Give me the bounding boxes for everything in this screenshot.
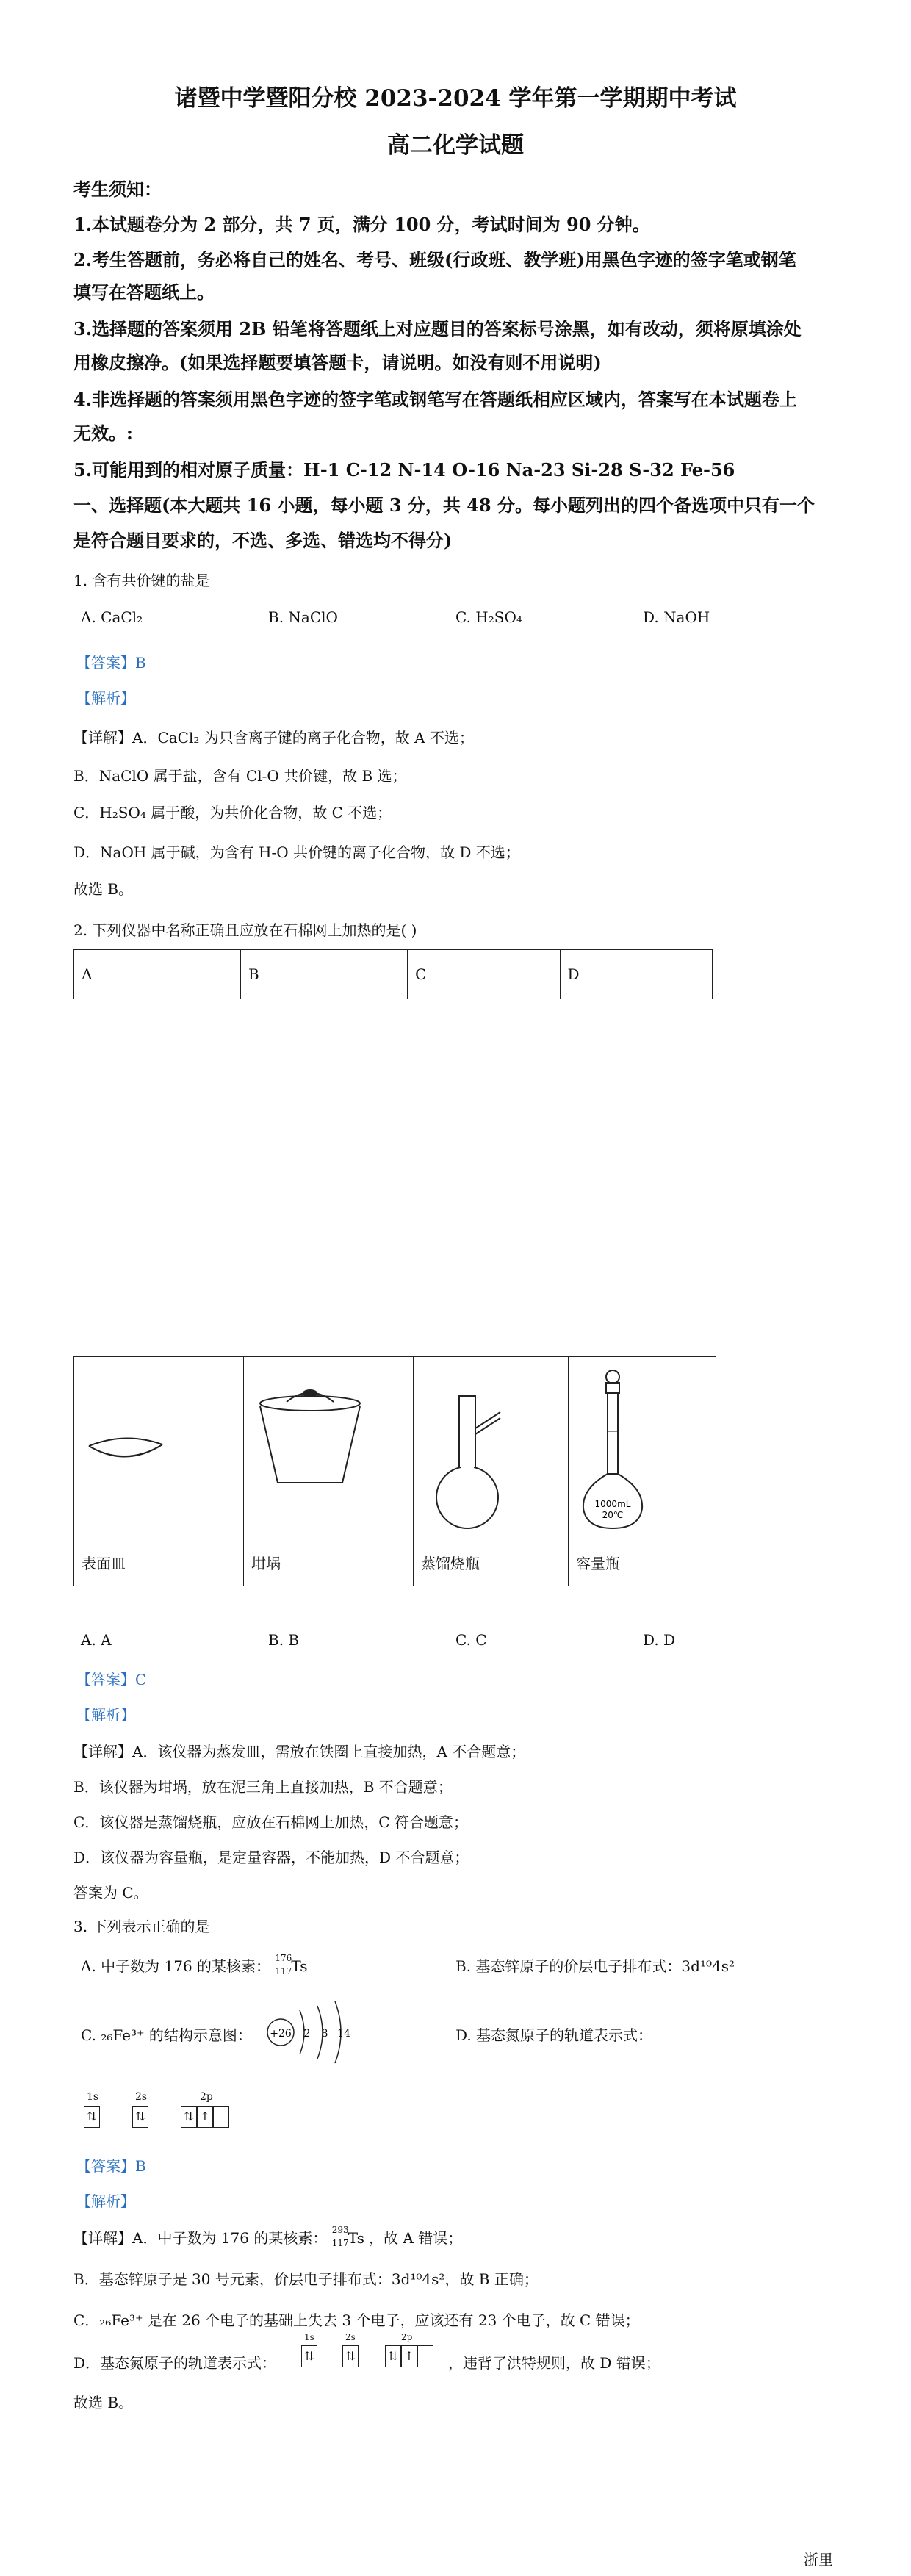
nuclide-z: 117 <box>331 2237 349 2248</box>
q3-detail-a-nuclide <box>331 2224 364 2250</box>
q1-analysis-label: 【解析】 <box>76 689 135 707</box>
orbital-diagram-1s <box>84 2106 100 2128</box>
q2-option-d: D. D <box>643 1631 676 1649</box>
orbital-box: ⇅ <box>301 2345 317 2367</box>
footer-text: 浙里 <box>804 2551 833 2569</box>
fe-ion-structure-diagram <box>264 1996 375 2069</box>
nuclide-symbol: Ts <box>348 2228 364 2247</box>
crucible-icon <box>244 1358 413 1534</box>
q2-detail: C．该仪器是蒸馏烧瓶，应放在石棉网上加热，C 符合题意； <box>73 1813 468 1831</box>
orbital-box: ↑ <box>401 2345 417 2367</box>
q3-option-a-nuclide <box>275 1952 308 1978</box>
notice-item: 2.考生答题前，务必将自己的姓名、考号、班级(行政班、教学班)用黑色字迹的签字笔或钢笔 <box>73 249 796 270</box>
q2-detail: D．该仪器为容量瓶，是定量容器，不能加热，D 不合题意； <box>73 1849 469 1866</box>
section-heading: 一、选择题(本大题共 16 小题，每小题 3 分，共 48 分。每小题列出的四个备选项中只有一个 <box>73 494 815 516</box>
notice-item: 无效。: <box>73 422 133 444</box>
q2-name-b: 坩埚 <box>244 1539 414 1586</box>
orbital-box: ⇅ <box>132 2106 148 2128</box>
notice-item: 5.可能用到的相对原子质量：H-1 C-12 N-14 O-16 Na-23 Si-28 S-32 Fe-56 <box>73 459 735 481</box>
watch-glass-icon <box>74 1358 243 1534</box>
q1-option-d: D. NaOH <box>643 608 710 626</box>
q1-stem: 1. 含有共价键的盐是 <box>73 572 210 589</box>
q2-option-a: A. A <box>81 1631 112 1649</box>
q3-option-a-text: A. 中子数为 176 的某核素： <box>81 1957 271 1975</box>
q1-detail: C．H₂SO₄ 属于酸，为共价化合物，故 C 不选； <box>73 804 392 821</box>
q3-detail-a-suffix: ，故 A 错误； <box>369 2229 463 2247</box>
shell-2-count: 8 <box>321 2028 328 2040</box>
q3-option-c <box>81 2023 252 2045</box>
q1-option-a: A. CaCl₂ <box>81 608 143 626</box>
nucleus-charge: +26 <box>270 2028 292 2040</box>
q3-option-b: B. 基态锌原子的价层电子排布式：3d¹⁰4s² <box>455 1957 735 1975</box>
q1-detail: D．NaOH 属于碱，为含有 H-O 共价键的离子化合物，故 D 不选； <box>73 843 520 861</box>
notice-item: 用橡皮擦净。(如果选择题要填答题卡，请说明。如没有则不用说明) <box>73 352 602 373</box>
q2-option-c: C. C <box>455 1631 487 1649</box>
q2-image-crucible <box>244 1357 414 1539</box>
q2-detail: 【详解】A．该仪器为蒸发皿，需放在铁圈上直接加热，A 不合题意； <box>73 1743 526 1760</box>
q3-analysis-label: 【解析】 <box>76 2192 135 2210</box>
q3-option-c-ion: ₂₆Fe³⁺ <box>101 2026 145 2044</box>
orbital-diagram-2s <box>132 2106 148 2128</box>
q2-detail: 答案为 C。 <box>73 1884 148 1902</box>
q1-detail: B．NaClO 属于盐，含有 Cl-O 共价键，故 B 选； <box>73 767 407 785</box>
q2-name-a: 表面皿 <box>74 1539 244 1586</box>
q2-name-c: 蒸馏烧瓶 <box>414 1539 569 1586</box>
q3-option-d: D. 基态氮原子的轨道表示式： <box>455 2026 653 2044</box>
notice-item: 1.本试题卷分为 2 部分，共 7 页，满分 100 分，考试时间为 90 分钟。 <box>73 214 650 235</box>
q3-option-c-text: 的结构示意图： <box>148 2026 252 2044</box>
exam-subtitle: 高二化学试题 <box>387 132 524 159</box>
q2-name-d: 容量瓶 <box>569 1539 716 1586</box>
orbital-box: ⇅ <box>342 2345 359 2367</box>
notice-item: 填写在答题纸上。 <box>73 281 215 303</box>
orbital-box: ↑ <box>197 2106 213 2128</box>
q2-answer: 【答案】C <box>76 1671 147 1688</box>
orbital-diagram-2s-small <box>342 2345 359 2367</box>
q2-image-distillation-flask <box>414 1357 569 1539</box>
q2-header-cell-a: A <box>74 950 241 999</box>
nuclide-symbol: Ts <box>291 1957 308 1975</box>
flask-volume-label: 1000mL <box>594 1499 631 1509</box>
orbital-label-1s: 1s <box>87 2091 99 2103</box>
q3-detail-d-suffix: ，违背了洪特规则，故 D 错误； <box>448 2354 660 2372</box>
shell-3-count: 14 <box>337 2028 350 2040</box>
orbital-label-2s: 2s <box>345 2332 356 2342</box>
orbital-box: ⇅ <box>385 2345 401 2367</box>
q3-detail-b: B．基态锌原子是 30 号元素，价层电子排布式：3d¹⁰4s²，故 B 正确； <box>73 2270 539 2288</box>
exam-title: 诸暨中学暨阳分校 2023-2024 学年第一学期期中考试 <box>174 85 737 112</box>
q2-instrument-table <box>73 1356 716 1586</box>
q2-header-cell-c: C <box>408 950 560 999</box>
orbital-label-1s: 1s <box>304 2332 314 2342</box>
nuclide-z: 117 <box>275 1965 292 1976</box>
q2-image-watch-glass <box>74 1357 244 1539</box>
q2-header-cell-d: D <box>560 950 712 999</box>
flask-temp-label: 20℃ <box>602 1510 624 1520</box>
q1-option-c: C. H₂SO₄ <box>455 608 522 626</box>
volumetric-flask-icon <box>569 1358 716 1534</box>
notice-item: 3.选择题的答案须用 2B 铅笔将答题纸上对应题目的答案标号涂黑，如有改动，须将原填涂处 <box>73 318 802 339</box>
orbital-label-2p: 2p <box>200 2091 213 2103</box>
q2-option-b: B. B <box>268 1631 300 1649</box>
q1-detail: 【详解】A．CaCl₂ 为只含离子键的离子化合物，故 A 不选； <box>73 729 474 746</box>
q3-option-a <box>81 1954 306 1978</box>
orbital-diagram-1s-small <box>301 2345 317 2367</box>
notice-heading: 考生须知： <box>73 179 162 200</box>
orbital-label-2s: 2s <box>135 2091 148 2103</box>
q1-answer: 【答案】B <box>76 654 146 672</box>
q2-analysis-label: 【解析】 <box>76 1706 135 1724</box>
orbital-diagram-2p-small <box>385 2345 433 2367</box>
q3-detail-a <box>73 2226 462 2250</box>
q2-detail: B．该仪器为坩埚，放在泥三角上直接加热，B 不合题意； <box>73 1778 453 1796</box>
orbital-box <box>417 2345 433 2367</box>
orbital-diagram-2p <box>181 2106 229 2128</box>
notice-item: 4.非选择题的答案须用黑色字迹的签字笔或钢笔写在答题纸相应区域内，答案写在本试题卷上 <box>73 389 798 410</box>
nuclide-mass: 176 <box>275 1952 292 1963</box>
q3-detail-c: C．₂₆Fe³⁺ 是在 26 个电子的基础上失去 3 个电子，应该还有 23 个电子，故 C 错误； <box>73 2311 640 2329</box>
section-heading: 是符合题目要求的，不选、多选、错选均不得分) <box>73 530 453 551</box>
shell-1-count: 2 <box>303 2028 311 2040</box>
q3-answer: 【答案】B <box>76 2157 146 2175</box>
q3-conclusion: 故选 B。 <box>73 2394 134 2411</box>
q3-stem: 3. 下列表示正确的是 <box>73 1918 210 1935</box>
q2-stem: 2. 下列仪器中名称正确且应放在石棉网上加热的是( ) <box>73 921 417 939</box>
q1-detail: 故选 B。 <box>73 880 134 898</box>
orbital-label-2p: 2p <box>401 2332 413 2342</box>
nuclide-mass: 293 <box>331 2224 349 2235</box>
distillation-flask-icon <box>414 1358 568 1534</box>
q3-option-c-prefix: C. <box>81 2026 96 2044</box>
q2-header-cell-b: B <box>241 950 408 999</box>
q3-detail-a-prefix: 【详解】A．中子数为 176 的某核素： <box>73 2229 328 2247</box>
orbital-box: ⇅ <box>181 2106 197 2128</box>
q1-option-b: B. NaClO <box>268 608 338 626</box>
q2-image-volumetric-flask <box>569 1357 716 1539</box>
orbital-box <box>213 2106 229 2128</box>
q2-header-table <box>73 949 713 999</box>
q3-detail-d-prefix: D．基态氮原子的轨道表示式： <box>73 2354 277 2372</box>
orbital-box: ⇅ <box>84 2106 100 2128</box>
